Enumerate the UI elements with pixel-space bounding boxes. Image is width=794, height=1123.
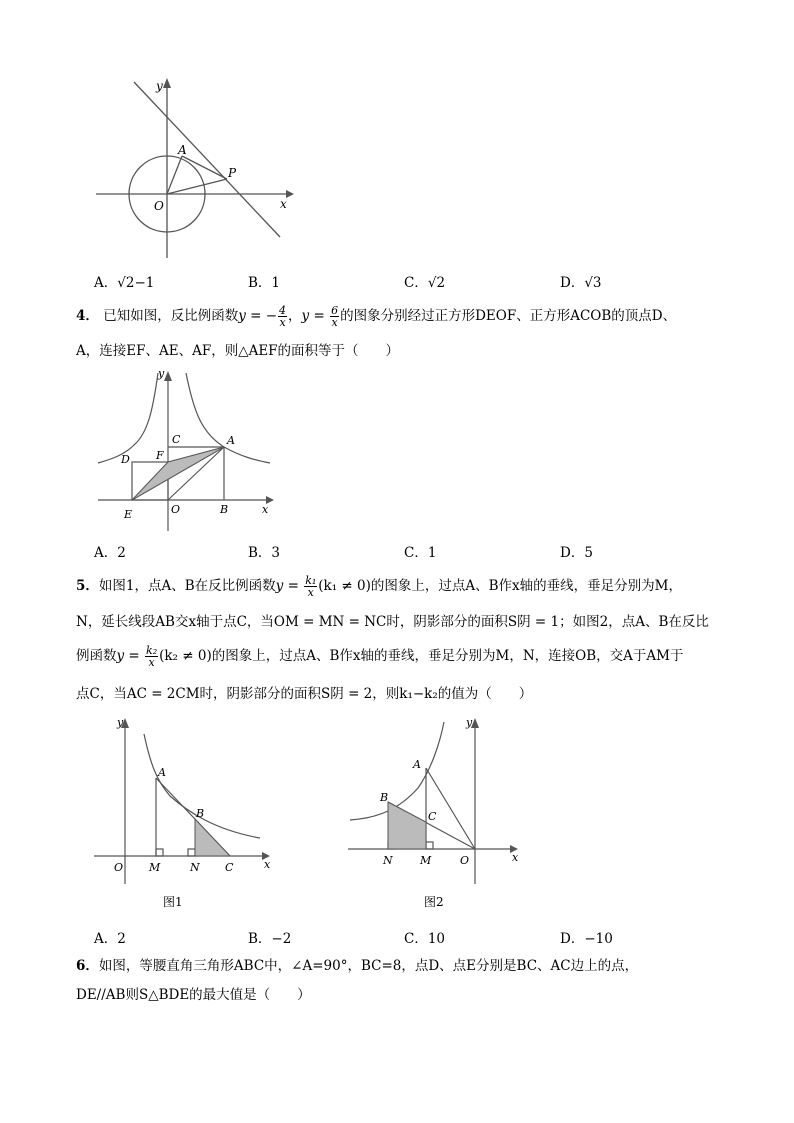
q4-number: 4．	[76, 308, 99, 324]
q5-l3-f-den: x	[148, 656, 155, 669]
q4-label-o: O	[171, 503, 181, 516]
q5-line3-b: (k₂ ≠ 0)的图象上，过点A、B作x轴的垂线，垂足分别为M，N，连接OB，交A于AM于	[159, 648, 684, 664]
q3-label-y: y	[156, 79, 163, 93]
q5-option-d-letter: D．	[560, 931, 585, 947]
q5-l3-fraction	[145, 645, 158, 668]
q3-option-d-letter: D．	[560, 275, 585, 291]
q4-line2: A，连接EF、AE、AF，则△AEF的面积等于（ ）	[76, 343, 400, 359]
q4-figure	[90, 363, 280, 535]
q5-f2-label-o: O	[460, 854, 470, 867]
q5-f1-right-angle-m	[156, 849, 163, 856]
q5-line3-a: 例函数	[76, 648, 117, 664]
q5-option-d[interactable]	[560, 927, 613, 947]
q5-f2-label-c: C	[428, 810, 437, 823]
q5-l3-f-lhs: y =	[116, 648, 145, 664]
q4-option-d-letter: D．	[560, 545, 585, 561]
q4-label-c: C	[172, 433, 181, 446]
q4-curve-right	[186, 373, 270, 463]
q6-line2: DE//AB则S△BDE的最大值是（ ）	[76, 987, 311, 1003]
q5-number: 5．	[76, 578, 99, 594]
q5-option-c-letter: C．	[404, 931, 428, 947]
q5-f2-caption: 图2	[424, 895, 444, 909]
q5-option-a-value: 2	[117, 931, 126, 947]
q3-x-arrow	[286, 190, 294, 198]
q5-l1-f-lhs: y =	[275, 578, 304, 594]
q3-option-b-letter: B．	[248, 275, 272, 291]
q5-option-a-letter: A．	[94, 931, 118, 947]
q4-label-b: B	[220, 503, 229, 516]
q5-f2-label-a: A	[413, 758, 421, 771]
q4-f1-lhs: y = −	[238, 308, 278, 324]
q3-option-a[interactable]	[94, 271, 154, 291]
q6-line1	[76, 956, 638, 976]
q3-segment-oa	[167, 156, 182, 194]
q3-option-a-letter: A．	[94, 275, 118, 291]
q4-f2-lhs: y =	[301, 308, 330, 324]
q4-option-d-value: 5	[584, 545, 593, 561]
q5-line4: 点C，当AC = 2CM时，阴影部分的面积S阴 = 2，则k₁−k₂的值为（ ）	[76, 686, 533, 702]
q3-label-p: P	[228, 166, 237, 180]
q5-f1-label-b: B	[196, 807, 205, 820]
q4-f1-den: x	[279, 316, 286, 329]
q5-f1-curve	[144, 734, 260, 838]
q5-f1-caption: 图1	[163, 895, 183, 909]
q4-option-b[interactable]	[248, 541, 280, 561]
q5-f1-right-angle-n	[188, 849, 195, 856]
q3-option-a-value: √2−1	[117, 275, 155, 291]
q4-line1-a: 已知如图，反比例函数	[103, 308, 239, 324]
q4-y-arrow	[164, 371, 172, 381]
q4-label-e: E	[124, 508, 133, 521]
q4-curve-left	[98, 373, 158, 463]
q5-f1-shaded-triangle	[195, 819, 230, 856]
q5-line1-b: (k₁ ≠ 0)的图象上，过点A、B作x轴的垂线，垂足分别为M，	[318, 578, 682, 594]
q5-f2-label-x: x	[512, 851, 519, 864]
q4-option-a[interactable]	[94, 541, 126, 561]
q4-option-a-letter: A．	[94, 545, 118, 561]
q5-option-a[interactable]	[94, 927, 126, 947]
q4-f2-den: x	[331, 316, 338, 329]
q4-f1-fraction	[278, 305, 287, 328]
q4-option-c[interactable]	[404, 541, 436, 561]
q4-line1-b: 的图象分别经过正方形DEOF、正方形ACOB的顶点D、	[340, 308, 677, 324]
q4-option-a-value: 2	[117, 545, 126, 561]
q4-f1-num: 4	[279, 304, 287, 317]
q4-option-c-letter: C．	[404, 545, 428, 561]
q4-label-a: A	[227, 434, 235, 447]
q5-l1-fraction	[304, 575, 317, 598]
q3-label-x: x	[280, 197, 287, 211]
q5-f1-label-m: M	[149, 861, 161, 874]
q4-label-d: D	[121, 453, 130, 466]
q3-option-c-letter: C．	[404, 275, 428, 291]
q5-line3	[76, 645, 683, 668]
q3-segment-ap	[182, 156, 227, 179]
q3-label-o: O	[154, 199, 164, 213]
q5-l1-f-den: x	[307, 586, 314, 599]
q4-option-b-value: 3	[271, 545, 281, 561]
q5-f1-label-a: A	[158, 766, 166, 779]
q5-f1-label-y: y	[117, 716, 124, 729]
q5-f1-label-n: N	[190, 861, 200, 874]
q6-number: 6．	[76, 958, 99, 974]
q3-tangent-line	[134, 82, 280, 237]
q5-f2-label-n: N	[383, 854, 393, 867]
q5-f2-label-m: M	[420, 854, 432, 867]
q5-figure-1	[90, 712, 280, 912]
q4-label-y: y	[158, 367, 165, 380]
q4-option-c-value: 1	[427, 545, 437, 561]
q4-sep: ，	[288, 308, 302, 324]
q3-option-d[interactable]	[560, 271, 602, 291]
q4-line1	[76, 305, 676, 328]
q3-y-arrow	[163, 78, 171, 88]
q5-option-b[interactable]	[248, 927, 291, 947]
q5-f2-segment-ao	[426, 768, 475, 849]
q3-option-c-value: √2	[427, 275, 446, 291]
q5-f1-label-o: O	[114, 861, 124, 874]
q5-f2-label-y: y	[466, 716, 473, 729]
q5-line1	[76, 575, 682, 598]
q5-f1-label-x: x	[264, 858, 271, 871]
q5-f2-label-b: B	[380, 791, 389, 804]
q5-option-b-value: −2	[271, 931, 292, 947]
q5-option-c[interactable]	[404, 927, 445, 947]
q5-option-c-value: 10	[427, 931, 446, 947]
q4-option-d[interactable]	[560, 541, 593, 561]
q3-segment-op	[167, 179, 227, 194]
q5-f1-label-c: C	[225, 861, 234, 874]
q3-option-b-value: 1	[271, 275, 281, 291]
q5-f2-right-angle-m	[426, 842, 433, 849]
q5-line2: N，延长线段AB交x轴于点C，当OM = MN = NC时，阴影部分的面积S阴 = 1；如图2，点A、B在反比	[76, 614, 709, 630]
q5-figure-2	[340, 712, 530, 912]
q5-l3-f-num: k₂	[146, 644, 158, 657]
q5-option-d-value: −10	[584, 931, 613, 947]
q3-option-d-value: √3	[584, 275, 602, 291]
q5-f2-curve	[350, 722, 444, 820]
q4-f2-num: 6	[331, 304, 339, 317]
q5-line1-a: 如图1，点A、B在反比例函数	[98, 578, 276, 594]
q4-f2-fraction	[330, 305, 339, 328]
q4-label-x: x	[262, 503, 269, 516]
q3-label-a: A	[178, 143, 187, 157]
q4-option-b-letter: B．	[248, 545, 272, 561]
q6-line1-text: 如图，等腰直角三角形ABC中，∠A=90°，BC=8，点D、点E分别是BC、AC边上的点，	[98, 958, 639, 974]
q3-figure	[90, 72, 300, 262]
q5-l1-f-num: k₁	[305, 574, 317, 587]
q4-shaded-triangle-aef	[132, 447, 224, 500]
q5-f2-shaded-quad	[388, 802, 426, 849]
q5-option-b-letter: B．	[248, 931, 272, 947]
q4-label-f: F	[156, 449, 164, 462]
q3-option-c[interactable]	[404, 271, 445, 291]
q3-option-b[interactable]	[248, 271, 280, 291]
